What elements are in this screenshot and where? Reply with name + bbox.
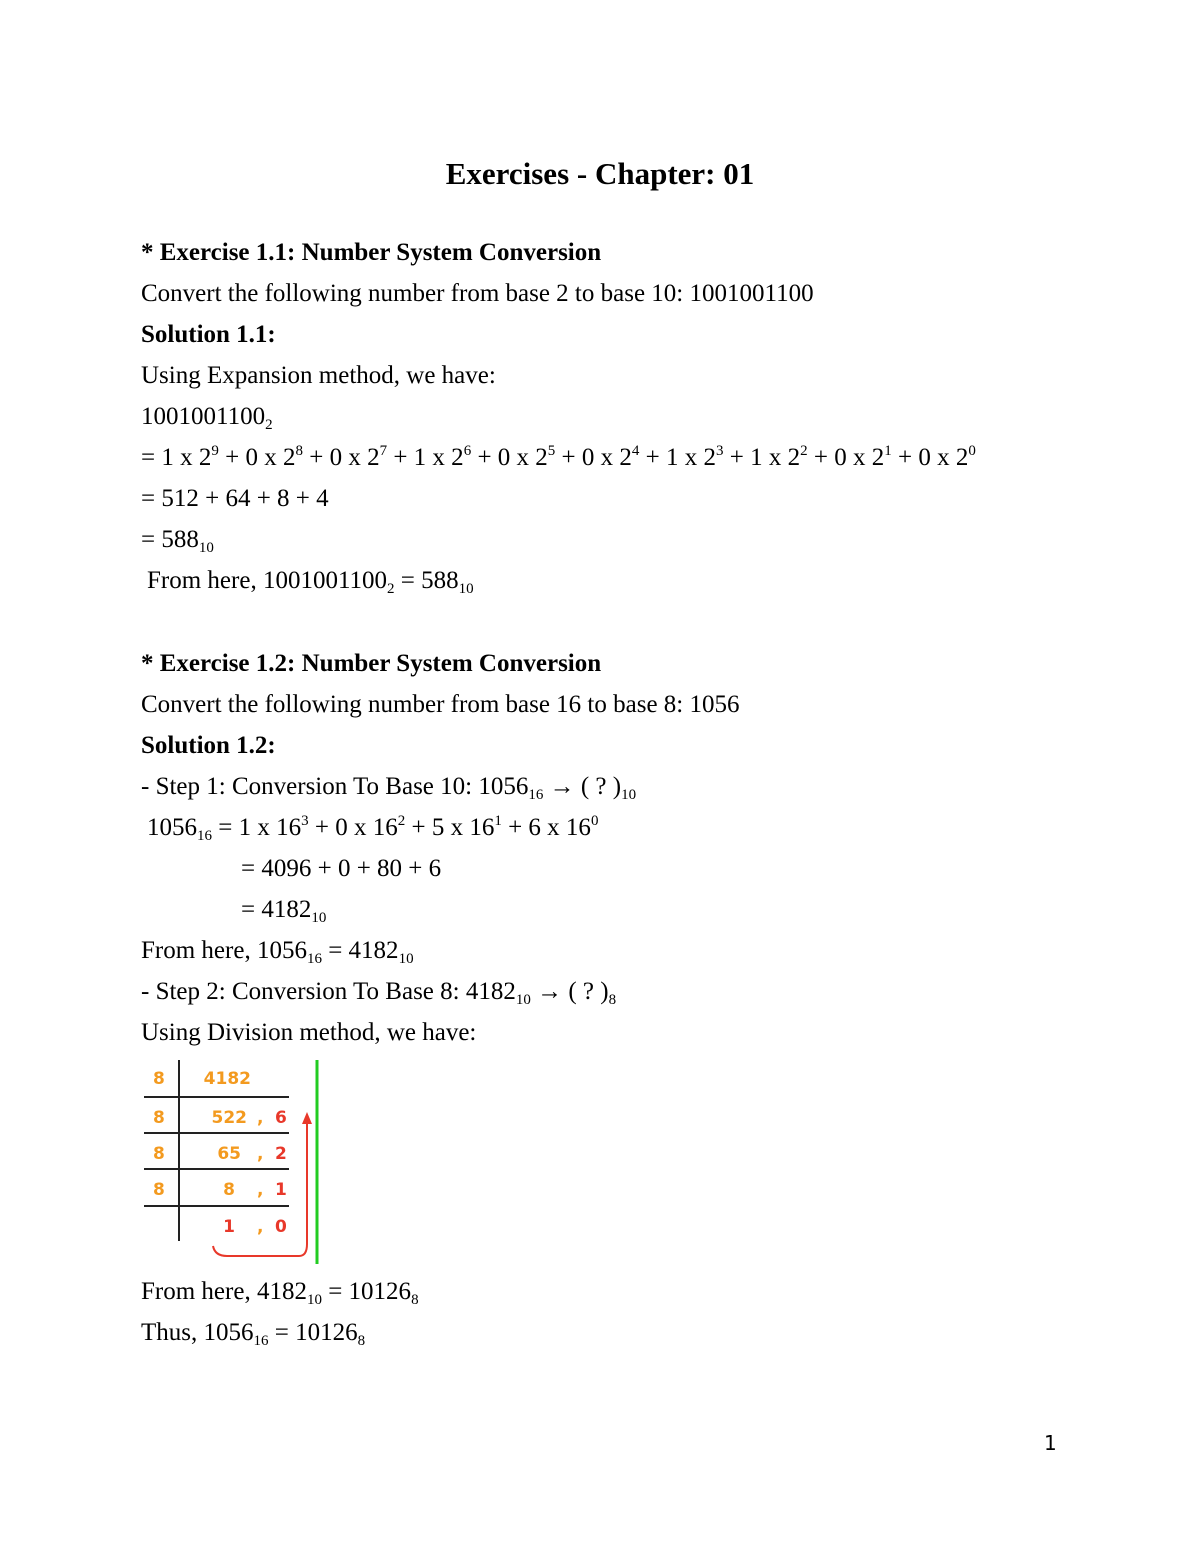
final-conclusion-1: From here, $4182_{10} = 10126_8$ — [141, 1278, 419, 1308]
expansion-term-base: + 5 x 16 — [405, 814, 495, 841]
step-1-conclusion: From here, $1056_{16} = 4182_{10}$ — [141, 937, 414, 967]
divisor-cell: 8 — [153, 1144, 165, 1164]
expansion-term-exponent: 1 — [494, 813, 502, 829]
solution-1-1-result: = $588_{10}$ — [141, 526, 214, 556]
quotient-cell: 522 — [211, 1108, 247, 1128]
expansion-term-exponent: 2 — [397, 813, 406, 829]
remainder-cell: 0 — [275, 1217, 287, 1237]
expansion-term-base: + 1 x 2 — [387, 444, 464, 471]
expansion-term-exponent: 5 — [547, 443, 556, 459]
divisor-cell: 8 — [153, 1108, 165, 1128]
separator-comma: , — [257, 1180, 264, 1200]
quotient-cell: 1 — [223, 1217, 235, 1237]
solution-1-1-conclusion: From here, $1001001100_2 = 588_{10}$ — [147, 567, 474, 597]
expansion-term-exponent: 0 — [968, 443, 976, 459]
expansion-term-base: + 0 x 2 — [807, 444, 885, 471]
separator-comma: , — [257, 1217, 264, 1237]
expansion-term-base: + 0 x 2 — [471, 444, 548, 471]
solution-1-1-method: Using Expansion method, we have: — [141, 362, 496, 389]
expansion-term-base: + 0 x 16 — [308, 814, 398, 841]
expansion-term-base: + 0 x 2 — [218, 444, 296, 471]
expansion-term-exponent: 4 — [631, 443, 640, 459]
page-number: 1 — [1044, 1431, 1057, 1455]
solution-1-2-title: Solution 1.2: — [141, 732, 276, 759]
expansion-term-exponent: 7 — [379, 443, 388, 459]
division-table — [141, 1058, 331, 1268]
step-1-line: - Step 1: Conversion To Base 10: $1056_{16}$ → ( ? )$_{10}$ — [141, 773, 637, 803]
solution-1-1-sum: = 512 + 64 + 8 + 4 — [141, 485, 329, 512]
solution-1-1-number: $1001001100_2$ — [141, 403, 273, 433]
expansion-term-base: = 1 x 16 — [212, 814, 302, 841]
exercise-1-1-prompt: Convert the following number from base 2 to base 10: 1001001100 — [141, 280, 814, 307]
remainder-cell: 1 — [275, 1180, 287, 1200]
separator-comma: , — [257, 1144, 264, 1164]
step-1-sum: = 4096 + 0 + 80 + 6 — [241, 855, 442, 882]
expansion-term-base: = 1 x 2 — [141, 444, 212, 471]
expansion-term-exponent: 8 — [295, 443, 303, 459]
expansion-term-base: + 0 x 2 — [891, 444, 969, 471]
step-2-line: - Step 2: Conversion To Base 8: $4182_{10}$ → ( ? )$_8$ — [141, 978, 617, 1008]
final-conclusion-2: Thus, $1056_{16} = 10126_8$ — [141, 1319, 366, 1349]
solution-1-1-title: Solution 1.1: — [141, 321, 276, 348]
expansion-term-base: + 1 x 2 — [639, 444, 717, 471]
expansion-term-exponent: 3 — [716, 443, 724, 459]
divisor-cell: 8 — [153, 1069, 165, 1089]
expansion-term-base: + 0 x 2 — [555, 444, 632, 471]
divisor-cell: 8 — [153, 1180, 165, 1200]
expansion-term-exponent: 2 — [800, 443, 808, 459]
solution-1-1-expansion — [141, 443, 976, 473]
exercise-1-2-prompt: Convert the following number from base 16 to base 8: 1056 — [141, 691, 740, 718]
separator-comma: , — [257, 1108, 264, 1128]
expansion-term-exponent: 6 — [463, 443, 472, 459]
quotient-cell: 65 — [217, 1144, 241, 1164]
step-2-method: Using Division method, we have: — [141, 1019, 477, 1046]
expansion-term-base: + 0 x 2 — [302, 444, 380, 471]
expansion-term-base: + 1 x 2 — [723, 444, 801, 471]
step-1-result: = $4182_{10}$ — [241, 896, 327, 926]
expansion-term-base: + 6 x 16 — [501, 814, 591, 841]
remainder-cell: 6 — [275, 1108, 287, 1128]
remainder-cell: 2 — [275, 1144, 287, 1164]
page-title: Exercises - Chapter: 01 — [445, 156, 755, 191]
expansion-term-exponent: 0 — [590, 813, 599, 829]
expansion-term-exponent: 3 — [301, 813, 309, 829]
exercise-1-1-heading: * Exercise 1.1: Number System Conversion — [141, 239, 602, 266]
expansion-term-exponent: 9 — [211, 443, 219, 459]
exercise-1-2-heading: * Exercise 1.2: Number System Conversion — [141, 650, 602, 677]
expansion-term-exponent: 1 — [884, 443, 892, 459]
quotient-cell: 8 — [223, 1180, 235, 1200]
step-1-expansion: $1056_{16} = 1$ x $16^3 + 0$ x $16^2 + 5$ x $16^1 + 6$ x $16^0$ — [147, 813, 599, 844]
quotient-cell: 4182 — [203, 1069, 251, 1089]
